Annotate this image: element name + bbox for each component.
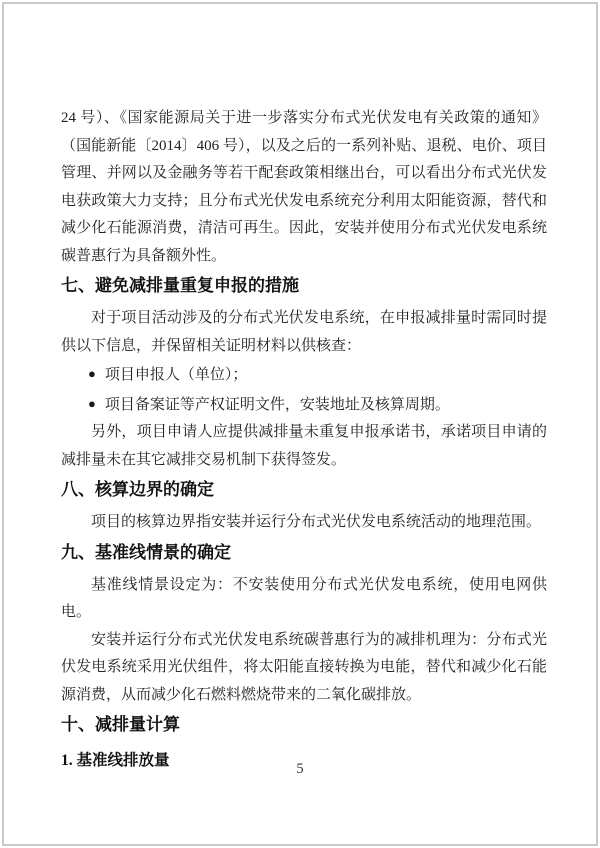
subsection-1-baseline-emissions-heading: 1. 基准线排放量	[61, 752, 170, 769]
page-content	[61, 105, 547, 772]
bullet-item-text: 项目申报人（单位）；	[104, 367, 248, 383]
section-9-heading: 九、基准线情景的确定	[61, 542, 231, 562]
bullet-item-record-certificate	[61, 390, 547, 420]
section-9-paragraph-2: 安装并运行分布式光伏发电系统碳普惠行为的减排机理为：分布式光伏发电系统采用光伏组件，将太阳能直接转换为电能，替代和减少化石能源消费，从而减少化石燃料燃烧带来的二氧化碳排放。	[61, 631, 547, 703]
section-7-paragraph-1: 对于项目活动涉及的分布式光伏发电系统，在申报减排量时需同时提供以下信息，并保留相关证明材料以供核查：	[61, 310, 547, 354]
section-8-paragraph: 项目的核算边界指安装并运行分布式光伏发电系统活动的地理范围。	[91, 514, 542, 530]
bullet-icon: ●	[88, 395, 96, 411]
section-10-heading: 十、减排量计算	[61, 715, 180, 734]
bullet-icon: ●	[88, 366, 96, 381]
bullet-item-declarant	[61, 360, 547, 390]
page-number: 5	[296, 761, 304, 777]
section-9-paragraph-1: 基准线情景设定为：不安装使用分布式光伏发电系统，使用电网供电。	[61, 576, 547, 620]
bullet-item-text: 项目备案证等产权证明文件，安装地址及核算周期。	[104, 396, 450, 413]
section-8-heading: 八、核算边界的确定	[61, 480, 214, 499]
intro-paragraph: 24 号）、《国家能源局关于进一步落实分布式光伏发电有关政策的通知》（国能新能〔2014〕406 号），以及之后的一系列补贴、退税、电价、项目管理、并网以及金融务等若干配套政策相继出台，可以看出分布式光伏发电获政策大力支持；且分布式光伏发电系统充分利用太阳能资源，替代和减少化石能源消费，清洁可再生。因此，安装并使用分布式光伏发电系统碳普惠行为具备额外性。	[61, 110, 547, 264]
section-7-heading: 七、避免减排量重复申报的措施	[61, 276, 299, 295]
section-7-paragraph-2: 另外，项目申请人应提供减排量未重复申报承诺书，承诺项目申请的减排量未在其它减排交易机制下获得签发。	[61, 424, 547, 468]
